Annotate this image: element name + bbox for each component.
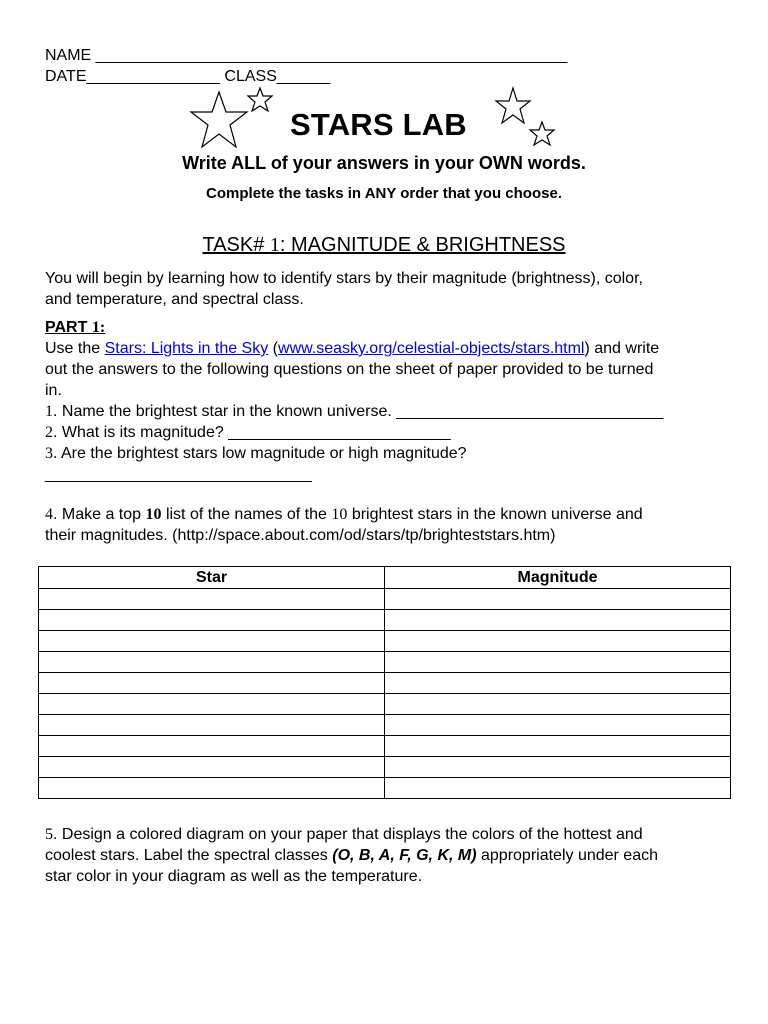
star-column-header: Star bbox=[39, 567, 385, 589]
question-3-text: . Are the brightest stars low magnitude or high magnitude? bbox=[53, 445, 467, 462]
spectral-classes: (O, B, A, F, G, K, M) bbox=[332, 847, 477, 864]
task-title: : MAGNITUDE & BRIGHTNESS bbox=[279, 234, 566, 256]
use-prefix: Use the bbox=[45, 340, 105, 357]
question-4-ten-2: 10 bbox=[331, 506, 348, 523]
use-suffix: ) and write bbox=[584, 340, 660, 357]
question-1 bbox=[45, 401, 730, 422]
magnitude-cell[interactable] bbox=[385, 778, 731, 799]
question-4 bbox=[45, 504, 730, 546]
magnitude-column-header: Magnitude bbox=[385, 567, 731, 589]
table-row bbox=[39, 589, 731, 610]
question-5-text-2a: coolest stars. Label the spectral classes bbox=[45, 847, 333, 864]
medium-star-icon bbox=[494, 86, 532, 126]
star-cell[interactable] bbox=[39, 610, 385, 631]
name-field-label: NAME _____________________________________________________ bbox=[45, 47, 568, 64]
question-5-line-3: star color in your diagram as well as the temperature. bbox=[45, 868, 423, 885]
use-mid: ( bbox=[268, 340, 279, 357]
question-3 bbox=[45, 443, 730, 464]
question-5-number: 5 bbox=[45, 826, 53, 843]
question-3-answer-blank: ______________________________ bbox=[45, 466, 312, 483]
star-cell[interactable] bbox=[39, 652, 385, 673]
magnitude-cell[interactable] bbox=[385, 610, 731, 631]
question-4-ten-1: 10 bbox=[145, 506, 162, 523]
magnitude-cell[interactable] bbox=[385, 757, 731, 778]
brightest-stars-table bbox=[38, 566, 731, 799]
question-4-number: 4 bbox=[45, 506, 53, 523]
question-5-text-1: . Design a colored diagram on your paper that displays the colors of the hottest and bbox=[53, 826, 643, 843]
table-row bbox=[39, 778, 731, 799]
part-label: PART bbox=[45, 319, 92, 336]
question-5-line-1 bbox=[45, 824, 730, 845]
magnitude-cell[interactable] bbox=[385, 694, 731, 715]
star-cell[interactable] bbox=[39, 589, 385, 610]
table-row bbox=[39, 715, 731, 736]
star-cell[interactable] bbox=[39, 694, 385, 715]
table-row bbox=[39, 736, 731, 757]
intro-paragraph bbox=[45, 268, 730, 310]
table-row bbox=[39, 694, 731, 715]
question-4-part-c: brightest stars in the known universe and bbox=[347, 506, 643, 523]
large-star-icon bbox=[188, 90, 250, 150]
star-cell[interactable] bbox=[39, 631, 385, 652]
question-4-line-2: their magnitudes. (http://space.about.com/od/stars/tp/brighteststars.htm) bbox=[45, 527, 556, 544]
task-heading bbox=[0, 234, 768, 257]
magnitude-cell[interactable] bbox=[385, 736, 731, 757]
question-4-part-b: list of the names of the bbox=[161, 506, 332, 523]
question-4-line-1 bbox=[45, 504, 730, 525]
use-line-2: out the answers to the following questions on the sheet of paper provided to be turned bbox=[45, 361, 654, 378]
tiny-star-icon bbox=[528, 120, 556, 148]
star-cell[interactable] bbox=[39, 757, 385, 778]
star-cell[interactable] bbox=[39, 715, 385, 736]
part-heading bbox=[45, 317, 730, 338]
question-1-number: 1 bbox=[45, 403, 53, 420]
magnitude-cell[interactable] bbox=[385, 631, 731, 652]
part-1-section bbox=[45, 317, 730, 485]
task-number: 1 bbox=[269, 234, 280, 256]
question-2 bbox=[45, 422, 730, 443]
table-row bbox=[39, 610, 731, 631]
stars-lights-link[interactable]: Stars: Lights in the Sky bbox=[104, 340, 269, 357]
table-row bbox=[39, 631, 731, 652]
part-number: 1 bbox=[91, 319, 100, 336]
date-class-field-label: DATE_______________ CLASS______ bbox=[45, 68, 331, 85]
instruction-any-order: Complete the tasks in ANY order that you choose. bbox=[206, 185, 562, 202]
small-star-icon bbox=[246, 86, 274, 114]
star-cell[interactable] bbox=[39, 736, 385, 757]
table-row bbox=[39, 757, 731, 778]
magnitude-cell[interactable] bbox=[385, 652, 731, 673]
use-line-1 bbox=[45, 338, 730, 359]
question-1-text: . Name the brightest star in the known universe. ______________________________ bbox=[53, 403, 664, 420]
table-row bbox=[39, 652, 731, 673]
intro-line-1: You will begin by learning how to identify stars by their magnitude (brightness), color, bbox=[45, 270, 643, 287]
question-4-part-a: . Make a top bbox=[53, 506, 146, 523]
task-prefix: TASK# bbox=[202, 234, 270, 256]
table-header-row bbox=[39, 567, 731, 589]
page-title: STARS LAB bbox=[290, 107, 467, 142]
question-5-text-2b: appropriately under each bbox=[476, 847, 658, 864]
table-row bbox=[39, 673, 731, 694]
question-5 bbox=[45, 824, 730, 887]
star-cell[interactable] bbox=[39, 778, 385, 799]
star-cell[interactable] bbox=[39, 673, 385, 694]
question-3-number: 3 bbox=[45, 445, 53, 462]
magnitude-cell[interactable] bbox=[385, 589, 731, 610]
question-5-line-2 bbox=[45, 845, 730, 866]
question-2-number: 2 bbox=[45, 424, 53, 441]
intro-line-2: and temperature, and spectral class. bbox=[45, 291, 304, 308]
use-line-3: in. bbox=[45, 382, 62, 399]
magnitude-cell[interactable] bbox=[385, 673, 731, 694]
magnitude-cell[interactable] bbox=[385, 715, 731, 736]
instruction-own-words: Write ALL of your answers in your OWN words. bbox=[182, 153, 586, 173]
part-colon: : bbox=[99, 319, 106, 336]
seasky-url-link[interactable]: www.seasky.org/celestial-objects/stars.html bbox=[278, 340, 585, 357]
question-2-text: . What is its magnitude? _________________________ bbox=[53, 424, 451, 441]
